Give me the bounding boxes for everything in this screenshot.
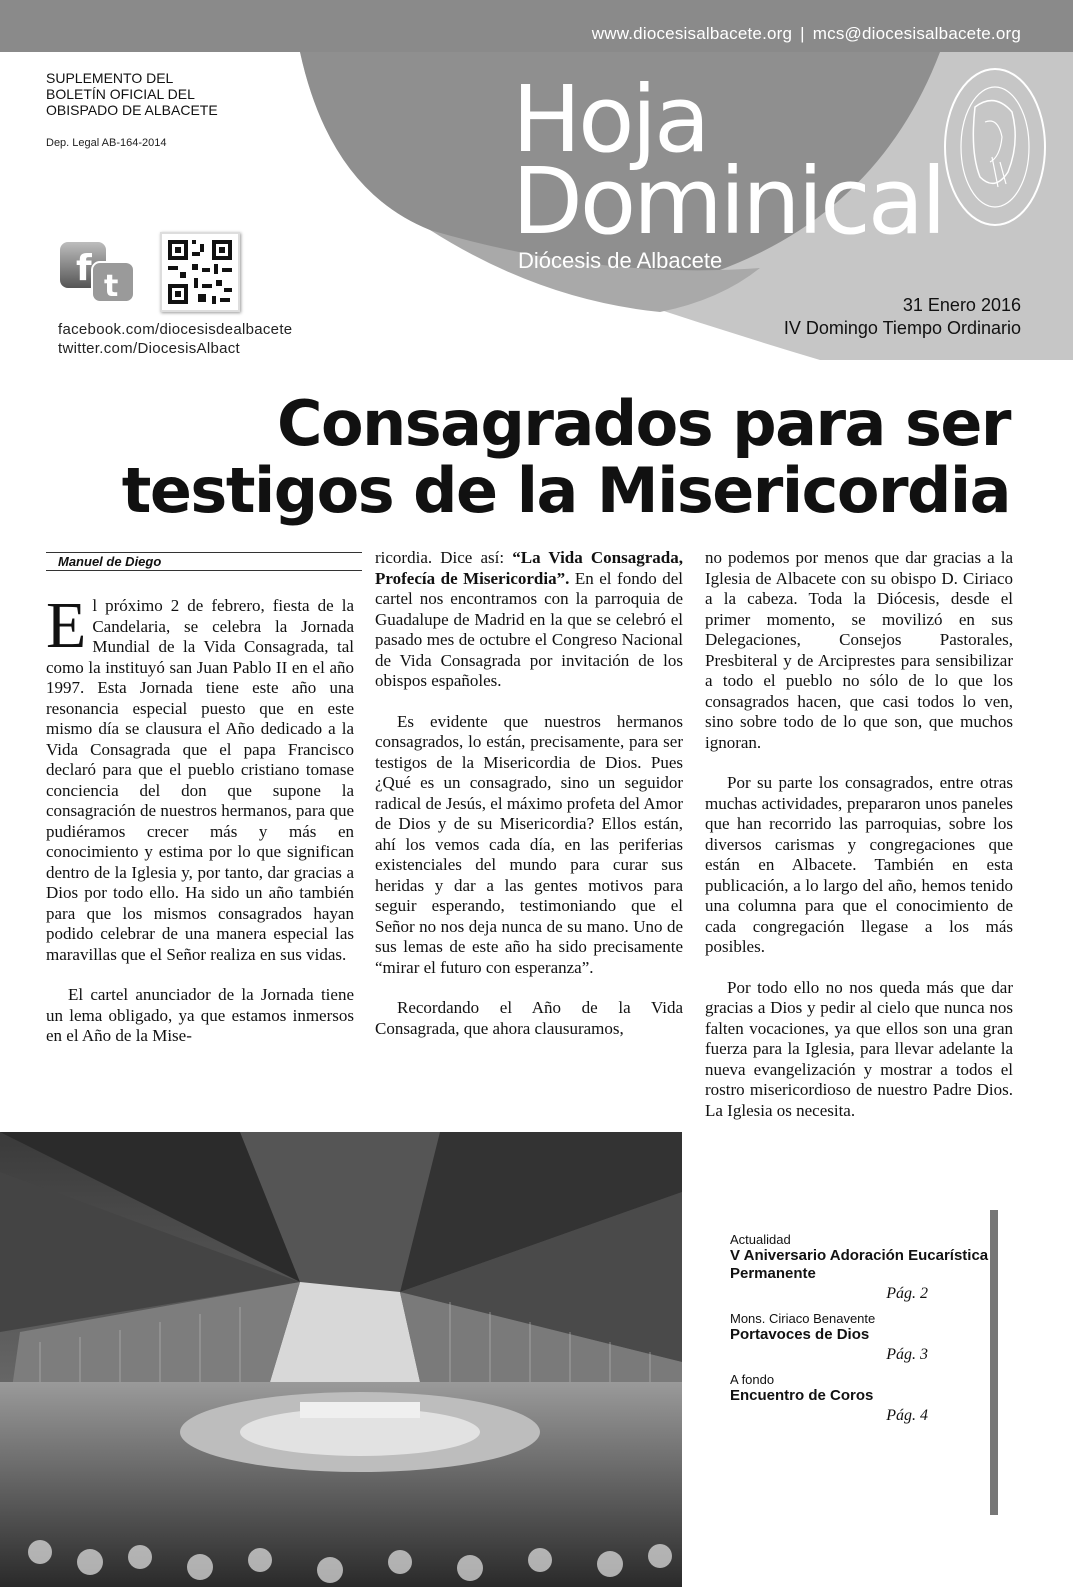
article-paragraph: Es evidente que nuestros hermanos consagrados, lo están, precisamente, para ser testigos de la Misericordia de Dios. Pues ¿Qué es un consagrado, sino un seguidor radical de Jesús, el máximo profeta del Amor de Dios y de su Misericordia? Ellos están, ahí los vemos cada día, en las periferias existenciales del mundo para curar sus heridas y dar a las gentes motivos para seguir esperando, testimoniando que el Señor no nos deja nunca de su mano. Uno de sus lemas de este año ha sido precisamente “mirar el futuro con esperanza”. [375,711,683,977]
link-separator: | [800,24,805,43]
twitter-link[interactable]: twitter.com/DiocesisAlbact [58,340,241,357]
qr-code-icon[interactable] [160,232,240,312]
index-item[interactable] [730,1311,992,1364]
legal-deposit: Dep. Legal AB-164-2014 [46,137,167,149]
index-page: Pág. 2 [886,1285,928,1302]
index-title: Portavoces de Dios [730,1326,870,1343]
website-link[interactable]: www.diocesisalbacete.org [591,24,793,43]
supplement-note [46,70,218,118]
facebook-twitter-icon[interactable] [58,240,138,304]
article-paragraph [375,548,683,692]
supplement-line: SUPLEMENTO DEL [46,70,174,86]
index-title: Encuentro de Coros [730,1387,874,1404]
social-links [58,320,292,358]
supplement-line: BOLETÍN OFICIAL DEL [46,86,195,102]
article-column-3 [705,548,1013,1141]
article-paragraph: Por todo ello no nos queda más que dar gracias a Dios y pedir al cielo que nunca nos falten vocaciones, ya que ellos son una gran fuerza para la Iglesia, para llevar adelante la nueva evangelización y mostrar a todos el rostro misericordioso de nuestro Padre Dios. La Iglesia os necesita. [705,977,1013,1120]
issue-date: 31 Enero 2016 [902,295,1021,315]
header-contact-links [592,24,1021,44]
article-column-1 [46,589,354,1067]
svg-text:t: t [104,269,119,304]
issue-index [730,1232,992,1433]
article-paragraph: El cartel anunciador de la Jornada tiene un lema obligado, ya que estamos inmersos en el Año de la Mise- [46,985,354,1045]
article-paragraph: no podemos por menos que dar gracias a la Iglesia de Albacete con su obispo D. Ciriaco a la cabeza. Toda la Diócesis, desde el primer momento, se movilizó en sus Delegaciones, Consejos Pastorales, Presbiteral y de Arciprestes para sensibilizar a todo el pueblo no sólo de lo que los consagrados hacen, que casi todos lo ven, sino sobre todo de lo que son, que muchos ignoran. [705,548,1013,752]
index-section: Mons. Ciriaco Benavente [730,1311,876,1326]
index-section: Actualidad [730,1232,791,1247]
index-item[interactable] [730,1372,992,1425]
index-page: Pág. 4 [886,1407,928,1424]
index-title: V Aniversario Adoración Eucarística Permanente [730,1247,989,1282]
article-paragraph: Por su parte los consagrados, entre otras muchas actividades, prepararon unos paneles que han recorrido las parroquias, sobre los diversos carismas y congregaciones que están en Albacete. También en esta publicación, a lo largo del año, hemos tenido una columna para que el conocimiento de cada congregación llegase a los más posibles. [705,773,1013,956]
paragraph-text: l próximo 2 de febrero, fiesta de la Candelaria, se celebra la Jornada Mundial de la Vida Consagrada, tal como la instituyó san Juan Pablo II en el año 1997. Esta Jornada tiene este año una resonancia especial puesto que en este mismo día se clausura el Año dedicado a la Vida Consagrada que el papa Francisco declaró para que el pueblo cristiano tomase conciencia del don que supone la consagración de nuestros hermanos, para que pudiéramos crecer más y más en conocimiento y estima por lo que significan dentro de la Iglesia y, por tanto, dar gracias a Dios por todo ello. Ha sido un año también para que los mismos consagrados hayan podido celebrar de una manera especial las maravillas que el Señor realiza en sus vidas. [46,596,354,964]
jubilee-seal-icon [940,62,1050,232]
poster-motto: “La Vida Consagrada, Profecía de Misericordia”. [375,548,683,588]
author-byline: Manuel de Diego [46,552,362,571]
index-page: Pág. 3 [886,1346,928,1363]
headline-line: testigos de la Misericordia [121,454,1010,527]
index-section: A fondo [730,1372,775,1387]
article-headline [40,387,1010,527]
church-interior-photo [0,1132,682,1587]
liturgical-day: IV Domingo Tiempo Ordinario [783,318,1021,338]
svg-text:f: f [76,248,92,289]
paragraph-text: ricordia. Dice así: [375,548,513,567]
article-paragraph: Recordando el Año de la Vida Consagrada, que ahora clausuramos, [375,998,683,1038]
paragraph-text: En el fondo del cartel nos encontramos con la parroquia de Guadalupe de Madrid en la que se celebró el pasado mes de octubre el Congreso Nacional de Vida Consagrada por invitación de los obispos españoles. [375,568,683,690]
facebook-link[interactable]: facebook.com/diocesisdealbacete [58,321,293,338]
index-item[interactable] [730,1232,992,1303]
masthead-title-line2: Dominical [512,148,944,255]
drop-cap: E [46,589,87,662]
masthead-subtitle: Diócesis de Albacete [518,248,723,273]
issue-date-block [784,294,1021,340]
article-column-2 [375,548,683,1059]
supplement-line: OBISPADO DE ALBACETE [46,102,218,118]
article-paragraph [46,589,354,965]
headline-line: Consagrados para ser [277,387,1010,460]
masthead-title-line1: Hoja [512,66,708,173]
email-link[interactable]: mcs@diocesisalbacete.org [812,24,1021,43]
